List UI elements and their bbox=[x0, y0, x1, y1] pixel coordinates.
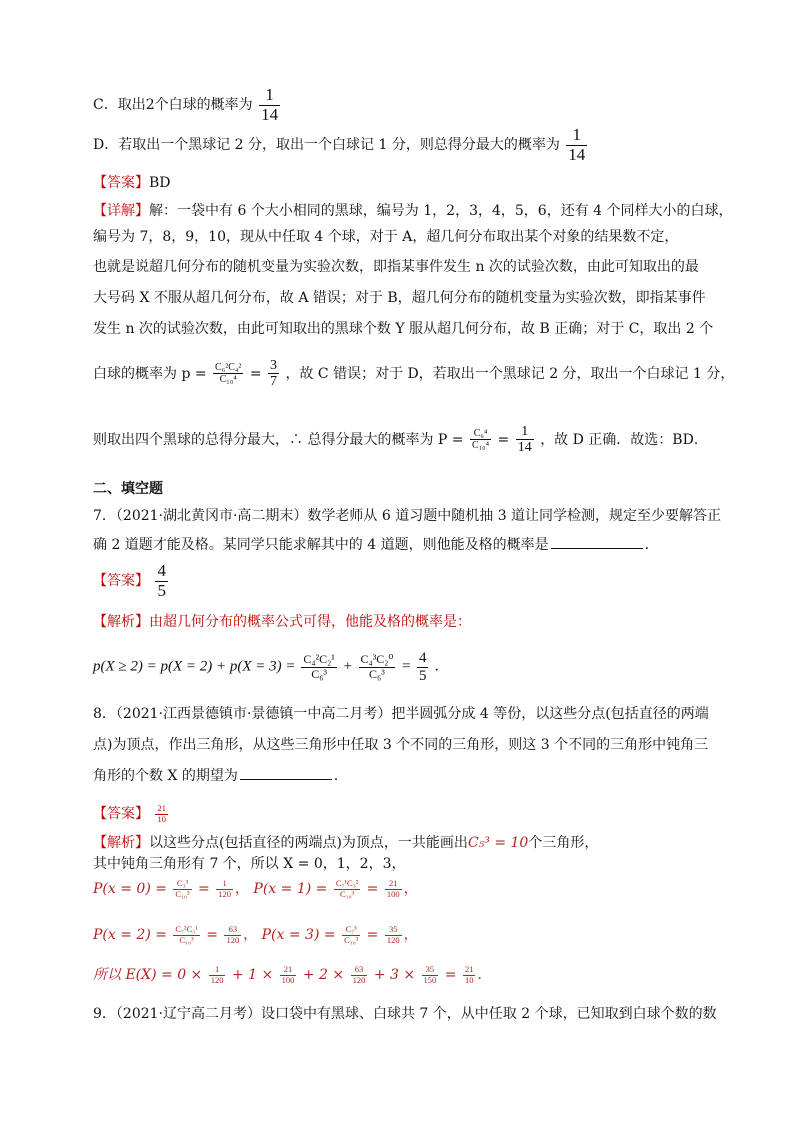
q8-analysis bbox=[93, 832, 598, 854]
separator: ， bbox=[403, 927, 418, 943]
fraction-denominator: 120 bbox=[218, 888, 231, 899]
option-c-text: 个白球的概率为 bbox=[154, 97, 253, 114]
q7-end: ． bbox=[644, 537, 659, 553]
fraction-numerator: 1 bbox=[209, 965, 226, 975]
fraction-denominator: 10 bbox=[464, 974, 474, 985]
option-d-fraction bbox=[566, 126, 587, 164]
answer-value: BD bbox=[149, 175, 171, 191]
fraction-numerator: 1 bbox=[566, 126, 587, 146]
q8-line-1: 8．（2021·江西景德镇市·景德镇一中高二月考）把半圆弧分成 4 等份，以这些分点(包括直径的两端 bbox=[93, 706, 709, 722]
fraction-denominator: C₁₀³ bbox=[179, 934, 194, 945]
separator: ， bbox=[234, 881, 249, 897]
q9-line-1: 9．（2021·辽宁高二月考）设口袋中有黑球、白球共 7 个，从中任取 2 个球，已知取到白球个数的数 bbox=[93, 1006, 717, 1022]
fraction-numerator: 4 bbox=[157, 561, 166, 580]
fraction-numerator: 63 bbox=[351, 965, 368, 975]
fraction-numerator: 35 bbox=[385, 925, 402, 935]
prob-fraction bbox=[342, 925, 360, 945]
q8-answer bbox=[93, 803, 170, 825]
prob-result bbox=[385, 879, 402, 899]
detail-text: 解：一袋中有 6 个大小相同的黑球，编号为 1，2，3，4，5，6，还有 4 个同样大小的白球， bbox=[149, 203, 733, 219]
option-c-fraction bbox=[259, 86, 280, 124]
detail-6-line-3: 也就是说超几何分布的随机变量为实验次数，即指某事件发生 n 次的试验次数，由此可知取出的最 bbox=[93, 259, 699, 275]
fraction-denominator: 10 bbox=[157, 813, 166, 824]
equals-sign: = bbox=[206, 927, 218, 943]
analysis-label: 【解析】 bbox=[93, 835, 149, 851]
fraction-numerator: C₇²C₃¹ bbox=[175, 924, 198, 935]
result-fraction bbox=[516, 424, 534, 456]
prob-result bbox=[224, 925, 241, 945]
expectation-fraction bbox=[280, 965, 297, 985]
prob-fraction bbox=[173, 925, 199, 945]
prob-result bbox=[216, 879, 233, 899]
fraction-numerator: 21 bbox=[464, 964, 474, 975]
fraction-denominator: C₆³ bbox=[369, 666, 385, 681]
fraction-numerator: 35 bbox=[422, 965, 439, 975]
fraction-numerator: 21 bbox=[280, 965, 297, 975]
option-c bbox=[93, 86, 282, 124]
expectation-result bbox=[463, 965, 476, 985]
detail-text: ，故 D 正确．故选：BD． bbox=[540, 431, 708, 448]
q8-text: 角形的个数 X 的期望为 bbox=[93, 768, 238, 784]
answer-6 bbox=[93, 172, 171, 194]
separator: ， bbox=[403, 881, 418, 897]
q7-formula bbox=[93, 650, 449, 684]
expectation-end: ． bbox=[477, 967, 492, 983]
combination-fraction bbox=[470, 428, 491, 451]
fraction-denominator: 5 bbox=[157, 580, 166, 600]
expectation-text: 所以 E(X) = 0 × bbox=[93, 967, 203, 983]
q7-answer-fraction bbox=[155, 562, 168, 600]
expectation-fraction bbox=[351, 965, 368, 985]
option-c-prefix: C．取出 bbox=[93, 97, 146, 114]
q7-analysis bbox=[93, 611, 471, 633]
section-title: 二、填空题 bbox=[93, 481, 163, 497]
q8-expectation bbox=[93, 964, 491, 986]
fraction-numerator: 1 bbox=[516, 424, 534, 440]
q8-answer-fraction bbox=[155, 804, 168, 824]
analysis-text: 由超几何分布的概率公式可得，他能及格的概率是： bbox=[149, 614, 471, 630]
detail-6-line-2: 编号为 7，8，9，10，现从中任取 4 个球，对于 A，超几何分布取出某个对象的结果数不定， bbox=[93, 229, 679, 245]
plus-sign: + bbox=[342, 658, 353, 675]
result-fraction bbox=[268, 358, 279, 390]
formula-fraction-2 bbox=[359, 653, 396, 680]
detail-text: ，故 C 错误；对于 D，若取出一个黑球记 2 分，取出一个白球记 1 分， bbox=[285, 365, 735, 382]
detail-6-line-1 bbox=[93, 200, 733, 222]
fraction-denominator: C₁₀⁴ bbox=[471, 440, 490, 452]
prob-fraction bbox=[173, 879, 191, 899]
expectation-text: + 1 × bbox=[231, 967, 274, 983]
q8-line-b: 其中钝角三角形有 7 个，所以 X = 0，1，2，3， bbox=[93, 856, 406, 872]
formula-fraction-1 bbox=[301, 653, 337, 680]
expectation-text: + 2 × bbox=[302, 967, 345, 983]
analysis-label: 【解析】 bbox=[93, 614, 149, 630]
prob-lhs: P(x = 0) = bbox=[93, 881, 167, 897]
q8-line-2: 点)为顶点，作出三角形，从这些三角形中任取 3 个不同的三角形，则这 3 个不同的三角形中钝角三 bbox=[93, 737, 709, 753]
fraction-numerator: 4 bbox=[418, 650, 427, 666]
option-c-count: 2 bbox=[145, 97, 155, 114]
fraction-denominator: 150 bbox=[423, 974, 437, 985]
equals-sign: = bbox=[198, 881, 210, 897]
fraction-denominator: C₆³ bbox=[311, 666, 327, 681]
fraction-denominator: 100 bbox=[281, 974, 295, 985]
expectation-fraction bbox=[422, 965, 439, 985]
q7-answer bbox=[93, 562, 170, 600]
q7-line-2 bbox=[93, 534, 659, 556]
q8-probabilities-1 bbox=[93, 878, 418, 900]
formula-lhs: p(X ≥ 2) = p(X = 2) + p(X = 3) = bbox=[93, 658, 296, 675]
combination-count: C₅³ = 10 bbox=[467, 835, 529, 851]
fraction-denominator: 14 bbox=[261, 104, 279, 124]
formula-result bbox=[417, 650, 429, 684]
fraction-denominator: 120 bbox=[386, 934, 400, 945]
equals-sign: = bbox=[401, 658, 412, 675]
equals-sign: = bbox=[366, 881, 379, 897]
expectation-fraction bbox=[209, 965, 226, 985]
fraction-numerator: C₇¹C₃² bbox=[335, 878, 359, 889]
q8-blank bbox=[240, 765, 332, 780]
detail-6-line-7 bbox=[93, 424, 708, 456]
analysis-text: 以这些分点(包括直径的两端点)为顶点，一共能画出 bbox=[149, 835, 468, 851]
fraction-numerator: C₃³ bbox=[173, 879, 191, 889]
prob-fraction bbox=[334, 879, 360, 899]
fraction-denominator: 14 bbox=[568, 144, 586, 164]
equals-sign: = bbox=[444, 967, 457, 983]
prob-lhs: P(x = 3) = bbox=[261, 927, 336, 943]
fraction-numerator: C₆⁴ bbox=[470, 428, 491, 440]
detail-label: 【详解】 bbox=[93, 203, 149, 219]
option-d-text: D．若取出一个黑球记 2 分，取出一个白球记 1 分，则总得分最大的概率为 bbox=[93, 137, 560, 154]
answer-label: 【答案】 bbox=[93, 573, 149, 590]
fraction-denominator: C₁₀³ bbox=[344, 934, 359, 945]
detail-6-line-4: 大号码 X 不服从超几何分布，故 A 错误；对于 B，超几何分布的随机变量为实验次数，即指某事件 bbox=[93, 290, 706, 306]
combination-fraction bbox=[213, 362, 243, 385]
detail-6-line-5: 发生 n 次的试验次数，由此可知取出的黑球个数 Y 服从超几何分布，故 B 正确；对于 C，取出 2 个 bbox=[93, 321, 714, 337]
fraction-numerator: C₇³ bbox=[342, 925, 360, 935]
fraction-denominator: 120 bbox=[352, 974, 366, 985]
fraction-denominator: 120 bbox=[226, 934, 240, 945]
fraction-denominator: C₁₀⁴ bbox=[219, 374, 237, 386]
fraction-numerator: 21 bbox=[385, 879, 402, 889]
fraction-denominator: 7 bbox=[270, 374, 277, 390]
equals-sign: = bbox=[249, 365, 262, 382]
q8-end: ． bbox=[333, 768, 348, 784]
equals-sign: = bbox=[497, 431, 510, 448]
fraction-denominator: 5 bbox=[418, 667, 427, 684]
answer-label: 【答案】 bbox=[93, 175, 149, 191]
answer-label: 【答案】 bbox=[93, 806, 149, 822]
detail-text: 白球的概率为 p = bbox=[93, 365, 207, 382]
fraction-numerator: C₆²C₄² bbox=[215, 362, 242, 374]
option-d bbox=[93, 126, 589, 164]
fraction-denominator: 14 bbox=[517, 440, 532, 456]
q8-probabilities-2 bbox=[93, 924, 418, 946]
fraction-numerator: 21 bbox=[157, 803, 166, 814]
fraction-denominator: C₁₀³ bbox=[339, 888, 355, 899]
equals-sign: = bbox=[366, 927, 379, 943]
prob-lhs: P(x = 1) = bbox=[253, 881, 328, 897]
fraction-denominator: 100 bbox=[386, 888, 400, 899]
fraction-numerator: C₄²C₂¹ bbox=[303, 652, 335, 667]
detail-6-line-6 bbox=[93, 358, 734, 390]
q8-line-3 bbox=[93, 765, 348, 787]
q7-line-1: 7．（2021·湖北黄冈市·高二期末）数学老师从 6 道习题中随机抽 3 道让同学检测，规定至少要解答正 bbox=[93, 508, 722, 524]
q7-text: 确 2 道题才能及格。某同学只能求解其中的 4 道题，则他能及格的概率是 bbox=[93, 537, 549, 553]
fraction-numerator: 63 bbox=[224, 925, 241, 935]
formula-end: ． bbox=[434, 658, 450, 675]
separator: ， bbox=[243, 927, 258, 943]
analysis-text: 个三角形， bbox=[528, 835, 599, 851]
fraction-numerator: 3 bbox=[270, 358, 277, 373]
q7-blank bbox=[551, 534, 643, 549]
prob-result bbox=[385, 925, 402, 945]
expectation-text: + 3 × bbox=[373, 967, 416, 983]
fraction-numerator: 1 bbox=[259, 86, 280, 106]
fraction-denominator: 120 bbox=[210, 974, 224, 985]
fraction-denominator: C₁₀³ bbox=[175, 888, 190, 899]
fraction-numerator: 1 bbox=[216, 879, 233, 889]
detail-text: 则取出四个黑球的总得分最大，∴ 总得分最大的概率为 P = bbox=[93, 431, 464, 448]
fraction-numerator: C₄³C₂⁰ bbox=[360, 652, 394, 667]
prob-lhs: P(x = 2) = bbox=[93, 927, 167, 943]
